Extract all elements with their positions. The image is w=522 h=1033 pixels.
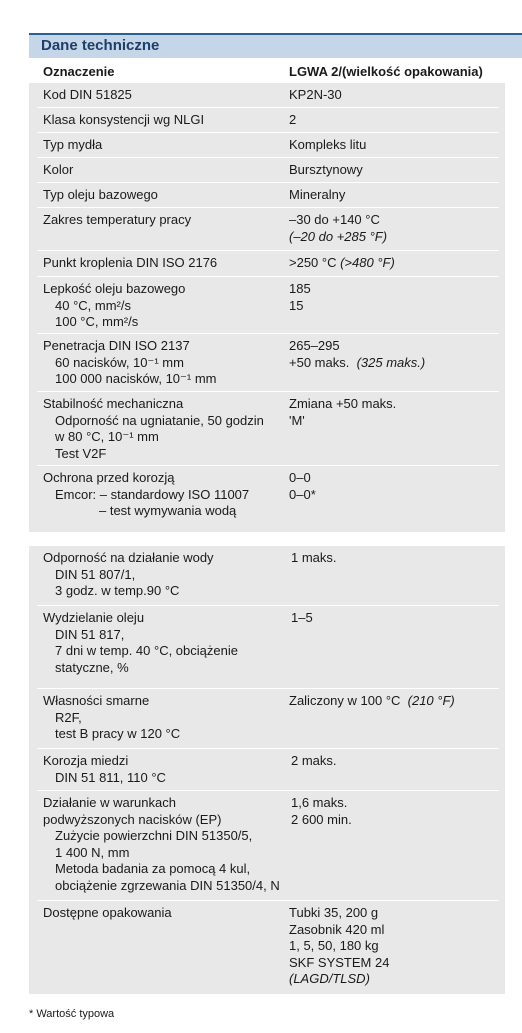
- row-label: [43, 338, 217, 388]
- value-line: Kompleks litu: [289, 137, 367, 152]
- label-line: Zużycie powierzchni DIN 51350/5,: [55, 828, 253, 843]
- row-value: [291, 550, 337, 567]
- label-line: Penetracja DIN ISO 2137: [43, 338, 190, 353]
- label-line: Odporność na ugniatanie, 50 godzin: [55, 412, 264, 428]
- value-line: Zaliczony w 100 °C (210 °F): [289, 693, 455, 708]
- row-label: [43, 112, 204, 129]
- label-line: 100 000 nacisków, 10⁻¹ mm: [55, 371, 217, 386]
- value-line: +50 maks. (325 maks.): [289, 354, 426, 370]
- row-value: [291, 795, 352, 828]
- row-label: [43, 753, 166, 786]
- label-line: Działanie w warunkach: [43, 795, 176, 810]
- table-row: [29, 606, 505, 689]
- table-row: [29, 689, 505, 749]
- row-label: [43, 470, 249, 520]
- label-line: Klasa konsystencji wg NLGI: [43, 112, 205, 127]
- row-value: [289, 255, 395, 272]
- value-line: 0–0*: [289, 486, 316, 502]
- label-line: 100 °C, mm²/s: [55, 314, 139, 329]
- row-label: [43, 187, 158, 204]
- table-row: [29, 334, 505, 392]
- label-line: Własności smarne: [43, 693, 150, 708]
- row-value: [289, 693, 455, 710]
- row-label: [43, 87, 132, 104]
- label-line: Stabilność mechaniczna: [43, 396, 184, 411]
- label-line: test B pracy w 120 °C: [55, 726, 181, 741]
- table-row: [29, 466, 505, 527]
- label-line: Test V2F: [55, 445, 107, 461]
- row-label: [43, 610, 238, 676]
- table-row: [29, 83, 505, 108]
- table-row: [29, 546, 505, 606]
- label-line: – test wymywania wodą: [99, 503, 237, 518]
- value-line: Tubki 35, 200 g: [289, 905, 379, 920]
- label-line: Metoda badania za pomocą 4 kul,: [55, 861, 251, 876]
- label-line: w 80 °C, 10⁻¹ mm: [55, 429, 159, 444]
- row-label: [43, 693, 180, 743]
- label-line: 7 dni w temp. 40 °C, obciążenie: [55, 643, 238, 658]
- row-value: [289, 112, 296, 129]
- section-title: Dane techniczne: [41, 37, 160, 54]
- label-line: R2F,: [55, 709, 82, 725]
- row-value: [289, 281, 311, 314]
- label-line: obciążenie zgrzewania DIN 51350/4, N: [55, 877, 280, 893]
- row-label: [43, 550, 214, 600]
- row-value: [291, 753, 337, 770]
- row-value: [289, 338, 425, 371]
- label-line: DIN 51 817,: [55, 626, 125, 642]
- table-row: [29, 183, 505, 208]
- value-line: 2: [289, 112, 297, 127]
- label-line: 40 °C, mm²/s: [55, 297, 131, 313]
- table-row: [29, 392, 505, 466]
- table-row: [29, 158, 505, 183]
- label-line: Dostępne opakowania: [43, 905, 172, 920]
- tech-table-panel-1: [29, 83, 505, 532]
- header-product: LGWA 2/(wielkość opakowania): [289, 64, 483, 79]
- row-value: [289, 162, 363, 179]
- value-line: 15: [289, 297, 304, 313]
- row-label: [43, 255, 217, 272]
- header-designation: Oznaczenie: [43, 64, 115, 79]
- value-line: 2 maks.: [291, 753, 337, 768]
- row-value: [289, 396, 396, 429]
- imperial-value: (210 °F): [407, 693, 455, 708]
- label-line: Emcor: – standardowy ISO 11007: [55, 486, 250, 502]
- row-value: [289, 137, 366, 154]
- row-value: [289, 212, 387, 245]
- row-label: [43, 795, 280, 894]
- value-line: 1, 5, 50, 180 kg: [289, 938, 379, 953]
- row-label: [43, 212, 191, 229]
- value-line: 1,6 maks.: [291, 795, 348, 810]
- table-row: [29, 791, 505, 901]
- label-line: Kolor: [43, 162, 74, 177]
- value-line: KP2N-30: [289, 87, 342, 102]
- tech-table-panel-2: [29, 546, 505, 994]
- label-line: Punkt kroplenia DIN ISO 2176: [43, 255, 218, 270]
- label-line: DIN 51 807/1,: [55, 566, 136, 582]
- value-line: –30 do +140 °C: [289, 212, 380, 227]
- row-value: [289, 187, 345, 204]
- row-value: [289, 470, 316, 503]
- label-line: statyczne, %: [55, 659, 129, 675]
- imperial-value: (>480 °F): [340, 255, 395, 270]
- label-line: DIN 51 811, 110 °C: [55, 769, 166, 785]
- section-title-bar: [29, 33, 522, 58]
- value-line: >250 °C (>480 °F): [289, 255, 395, 270]
- label-line: Zakres temperatury pracy: [43, 212, 192, 227]
- label-line: Wydzielanie oleju: [43, 610, 145, 625]
- value-line: 2 600 min.: [291, 811, 352, 827]
- value-line: Zmiana +50 maks.: [289, 396, 397, 411]
- value-line: 185: [289, 281, 311, 296]
- footnote: * Wartość typowa: [29, 1008, 115, 1020]
- table-row: [29, 208, 505, 251]
- value-line: Mineralny: [289, 187, 346, 202]
- row-value: [289, 905, 389, 988]
- table-row: [29, 108, 505, 133]
- table-row: [29, 133, 505, 158]
- label-line: Typ mydła: [43, 137, 103, 152]
- row-label: [43, 905, 172, 922]
- row-value: [291, 610, 313, 627]
- label-line: 1 400 N, mm: [55, 844, 130, 860]
- row-label: [43, 137, 102, 154]
- imperial-value: (325 maks.): [356, 354, 426, 370]
- table-row: [29, 749, 505, 791]
- value-line: Zasobnik 420 ml: [289, 921, 385, 937]
- label-line: Kod DIN 51825: [43, 87, 132, 102]
- label-line: podwyższonych nacisków (EP): [43, 811, 222, 827]
- label-line: Odporność na działanie wody: [43, 550, 214, 565]
- table-row: [29, 901, 505, 994]
- value-line: (–20 do +285 °F): [289, 228, 388, 244]
- label-line: Typ oleju bazowego: [43, 187, 158, 202]
- value-line: Bursztynowy: [289, 162, 363, 177]
- row-label: [43, 162, 73, 179]
- label-line: 60 nacisków, 10⁻¹ mm: [55, 354, 184, 370]
- value-line: 1–5: [291, 610, 313, 625]
- label-line: 3 godz. w temp.90 °C: [55, 583, 180, 598]
- value-line: 'M': [289, 412, 305, 428]
- label-line: Lepkość oleju bazowego: [43, 281, 186, 296]
- label-line: Ochrona przed korozją: [43, 470, 175, 485]
- table-header: [29, 60, 522, 83]
- row-label: [43, 281, 185, 331]
- table-row: [29, 277, 505, 334]
- label-line: Korozja miedzi: [43, 753, 129, 768]
- table-row: [29, 251, 505, 277]
- row-label: [43, 396, 264, 462]
- value-line: (LAGD/TLSD): [289, 971, 370, 986]
- value-line: 1 maks.: [291, 550, 337, 565]
- value-line: 265–295: [289, 338, 340, 353]
- value-line: SKF SYSTEM 24: [289, 954, 390, 970]
- value-line: 0–0: [289, 470, 311, 485]
- row-value: [289, 87, 342, 104]
